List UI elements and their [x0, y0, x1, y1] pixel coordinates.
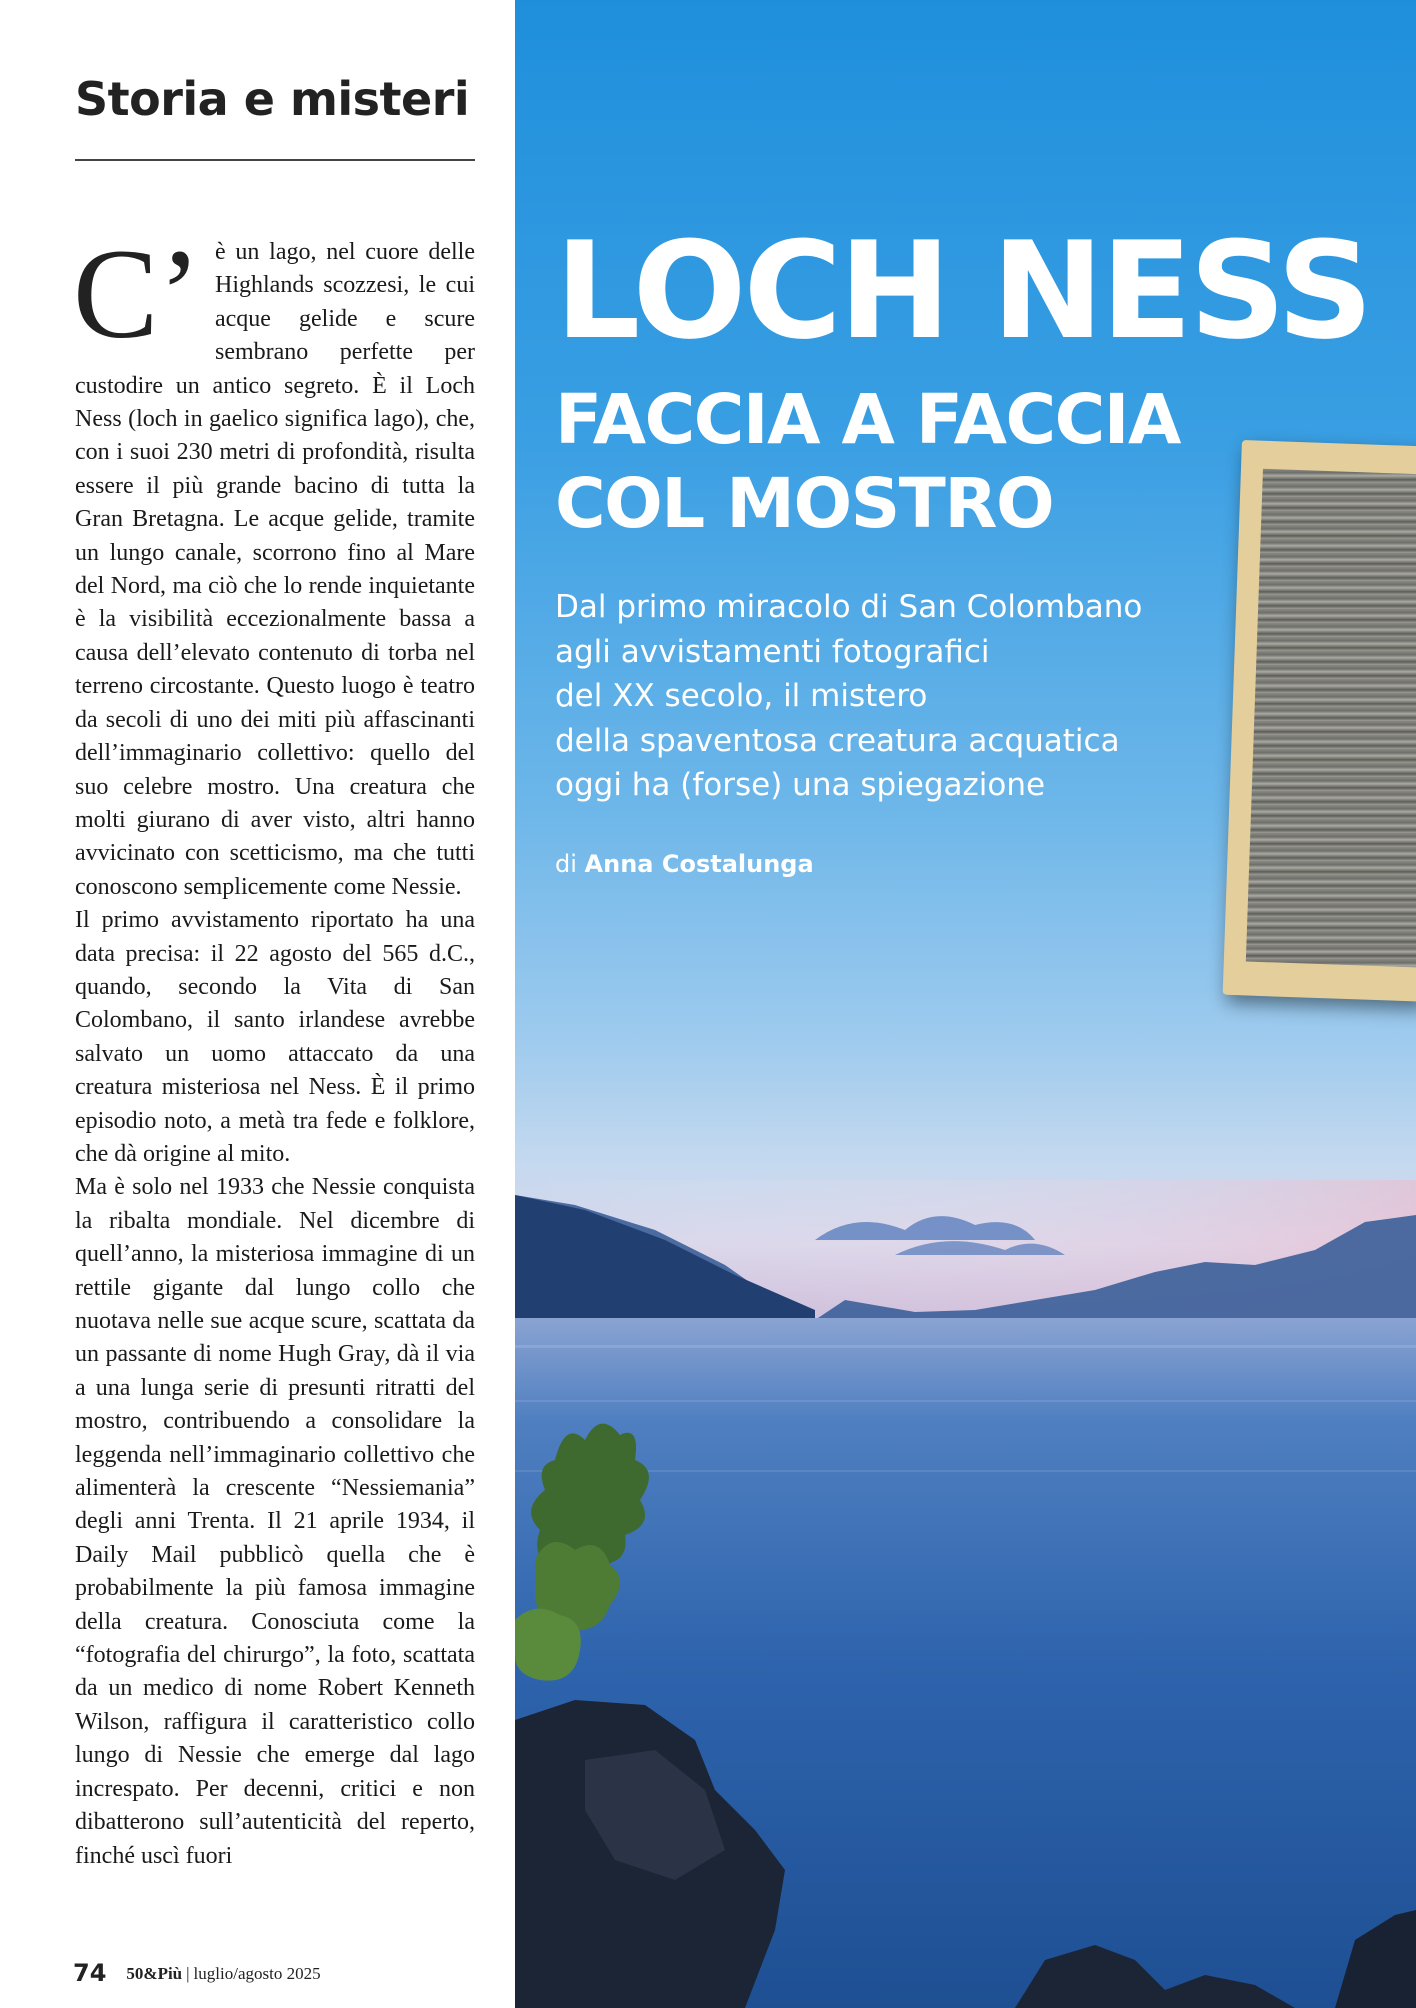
deck-line: Dal primo miracolo di San Colombano: [555, 589, 1143, 625]
section-divider: [75, 159, 475, 161]
headline: LOCH NESS: [555, 213, 1371, 369]
article-paragraph: C’ è un lago, nel cuore delle Highlands scozzesi, le cui acque gelide e scure sembrano perfette per custodire un antico segreto. È il Loch Ness (loch in gaelico significa lago), che, con i suoi 230 metri di profondità, risulta essere il più grande bacino di tutta la Gran Bretagna. Le acque gelide, tramite un lungo canale, scorrono fino al Mare del Nord, ma ciò che lo rende inquietante è la visibilità eccezionalmente bassa a causa dell’elevato contenuto di torba nel terreno circostante. Questo luogo è teatro da secoli di uno dei miti più affascinanti dell’immaginario collettivo: quello del suo celebre mostro. Una creatura che molti giurano di aver visto, altri hanno avvicinato con scetticismo, ma che tutti conoscono semplicemente come Nessie.: [73, 223, 475, 900]
subheadline: [555, 378, 1180, 546]
byline-prefix: di: [555, 850, 577, 878]
article-paragraph: Il primo avvistamento riportato ha una data precisa: il 22 agosto del 565 d.C., quando, secondo la Vita di San Colombano, il santo irlandese avrebbe salvato un uomo attaccato da una creatura misteriosa nel Ness. È il primo episodio noto, a metà tra fede e folklore, che dà origine al mito.: [75, 907, 475, 1167]
magazine-name: 50&Più: [126, 1964, 183, 1983]
page-number: 74: [73, 1959, 107, 1987]
footer-separator: |: [186, 1964, 190, 1983]
article-paragraph: Ma è solo nel 1933 che Nessie conquista la ribalta mondiale. Nel dicembre di quell’anno, la misteriosa immagine di un rettile gigante dal lungo collo che nuotava nelle sue acque scure, scattata da un passante di nome Hugh Gray, dà il via a una lunga serie di presunti ritratti del mostro, contribuendo a consolidare la leggenda nell’immaginario collettivo che alimenterà la crescente “Nessiemania” degli anni Trenta. Il 21 aprile 1934, il Daily Mail pubblicò quella che è probabilmente la più famosa immagine della creatura. Conosciuta come la “fotografia del chirurgo”, la foto, scattata da un medico di nome Robert Kenneth Wilson, raffigura il caratteristico collo lungo di Nessie che emerge dal lago increspato. Per decenni, critici e non dibatterono sull’autenticità del reperto, finché uscì fuori: [75, 1174, 475, 1869]
vintage-photo-frame: [1223, 440, 1416, 1002]
article-body: [73, 223, 475, 1873]
deck-line: della spaventosa creatura acquatica: [555, 722, 1120, 759]
article-deck: [555, 585, 1175, 808]
page-footer: [73, 1959, 321, 1987]
author-name: Anna Costalunga: [584, 850, 814, 878]
drop-cap: C’: [73, 223, 201, 365]
subhead-line: FACCIA A FACCIA: [555, 380, 1180, 460]
text-column: [0, 0, 515, 2008]
deck-line: del XX secolo, il mistero: [555, 678, 928, 714]
subhead-line: COL MOSTRO: [555, 464, 1054, 544]
deck-line: agli avvistamenti fotografici: [555, 633, 990, 670]
section-title: Storia e misteri: [75, 72, 470, 126]
vintage-photo-water: [1246, 469, 1416, 968]
deck-line: oggi ha (forse) una spiegazione: [555, 767, 1046, 803]
byline: [555, 850, 814, 878]
issue-date: luglio/agosto 2025: [193, 1964, 321, 1983]
